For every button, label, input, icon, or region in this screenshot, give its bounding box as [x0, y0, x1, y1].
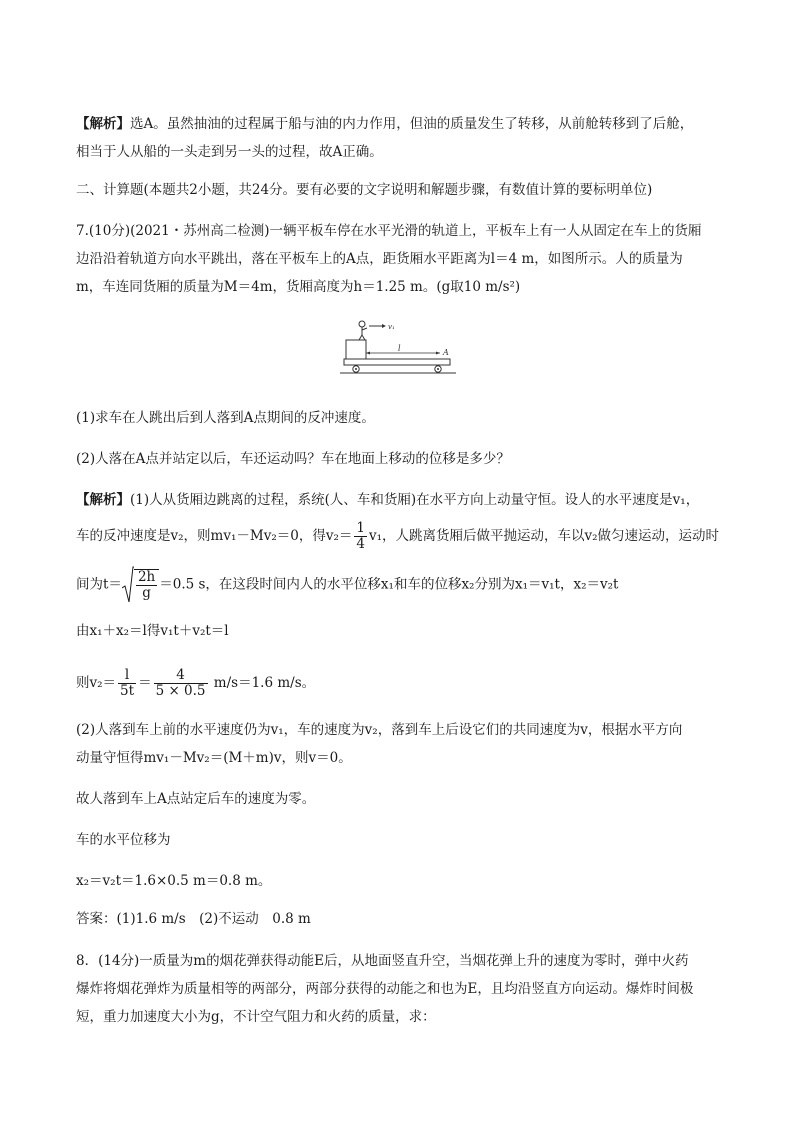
l-label: l: [398, 344, 401, 353]
q7-solution-part2-line-1: (2)人落到车上前的水平速度仍为v₁，车的速度为v₂，落到车上后设它们的共同速度为v，根据水平方向: [76, 722, 683, 738]
distance-arrow-right: [436, 352, 440, 355]
q7-sub-question-2: (2)人落在A点并站定以后，车还运动吗？车在地面上移动的位移是多少？: [76, 451, 510, 467]
flatbed: [344, 359, 450, 365]
q8-stem-line-3: 短，重力加速度大小为g，不计空气阻力和火药的质量，求：: [76, 1009, 436, 1025]
q7-sub-question-1: (1)求车在人跳出后到人落到A点期间的反冲速度。: [76, 410, 375, 426]
analysis-label: 【解析】: [76, 116, 130, 132]
q7-solution-line-4: 由x₁＋x₂＝l得v₁t＋v₂t＝l: [76, 623, 229, 639]
q7-stem-line-2: 边沿沿着轨道方向水平跳出，落在平板车上的A点，距货厢水平距离为l＝4 m，如图所示。人的质量为: [76, 251, 683, 267]
fraction-l-over-5t: $\frac{l}{5t}$: [120, 667, 135, 699]
section-header: 二、计算题(本题共2小题，共24分。要有必要的文字说明和解题步骤，有数值计算的要标明单位): [76, 182, 653, 198]
q8-stem-line-1: 8．(14分)一质量为m的烟花弹获得动能E后，从地面竖直升空，当烟花弹上升的速度为零时，弹中火药: [76, 953, 689, 969]
q7-solution-part2-line-4: 车的水平位移为: [76, 832, 171, 848]
q7-solution-line-5: 则v₂＝ $\frac{l}{5t}$ ＝ $\frac{4}{5 \times 0.5}$ m/s＝1.6 m/s。: [76, 667, 316, 699]
cart-diagram: [340, 318, 460, 380]
fraction-one-quarter: $\frac{1}{4}$: [356, 520, 365, 552]
person-arm: [362, 328, 367, 330]
fraction-4-over-2-5: $\frac{4}{5 \times 0.5}$: [155, 667, 206, 699]
q7-solution-part2-line-5: x₂＝v₂t＝1.6×0.5 m＝0.8 m。: [76, 873, 272, 889]
person-leg-left: [359, 335, 362, 340]
q7-stem-line-1: 7.(10分)(2021・苏州高二检测)一辆平板车停在水平光滑的轨道上，平板车上有一人从固定在车上的货厢: [76, 223, 702, 239]
q7-solution-line-3: 间为t＝ $\frac{2h}{g}$ ＝0.5 s，在这段时间内人的水平位移x₁和车的位移x₂分别为x₁＝v₁t，x₂＝v₂t: [76, 566, 618, 604]
cargo-box: [346, 340, 366, 359]
q7-solution-line-2: 车的反冲速度是v₂，则mv₁－Mv₂＝0，得v₂＝ $\frac{1}{4}$ v₁，人跳离货厢后做平抛运动，车以v₂做匀速运动，运动时: [76, 520, 720, 552]
v1-label: v₁: [388, 323, 395, 331]
analysis-label: 【解析】: [76, 492, 130, 508]
q7-answer: 答案：(1)1.6 m/s (2)不运动 0.8 m: [76, 911, 311, 927]
person-head: [359, 321, 365, 327]
q7-solution-part2-line-3: 故人落到车上A点站定后车的速度为零。: [76, 791, 316, 807]
q7-solution-part2-line-2: 动量守恒得mv₁－Mv₂＝(M＋m)v，则v＝0。: [76, 750, 352, 766]
q8-stem-line-2: 爆炸将烟花弹炸为质量相等的两部分，两部分获得的动能之和也为E，且均沿竖直方向运动。爆炸时间极: [76, 981, 694, 997]
sqrt-sign: [122, 566, 134, 604]
q6-analysis-line-1: [76, 114, 693, 134]
velocity-arrowhead: [382, 324, 386, 328]
distance-arrow-left: [366, 352, 370, 355]
cart-figure: [340, 318, 460, 384]
q6-analysis-line-2: 相当于人从船的一头走到另一头的过程，故A正确。: [76, 144, 383, 160]
q7-stem-line-3: m，车连同货厢的质量为M＝4m，货厢高度为h＝1.25 m。(g取10 m/s²): [76, 279, 521, 295]
sqrt-expression: $\frac{2h}{g}$: [122, 566, 159, 604]
a-label: A: [443, 348, 449, 357]
q7-solution-text-1: (1)人从货厢边跳离的过程，系统(人、车和货厢)在水平方向上动量守恒。设人的水平速度是v₁，: [130, 492, 700, 508]
person-leg-right: [362, 335, 365, 340]
q7-solution-line-1: [76, 490, 699, 510]
q6-analysis-text-1: 选A。虽然抽油的过程属于船与油的内力作用，但油的质量发生了转移，从前舱转移到了后舱，: [130, 116, 694, 132]
